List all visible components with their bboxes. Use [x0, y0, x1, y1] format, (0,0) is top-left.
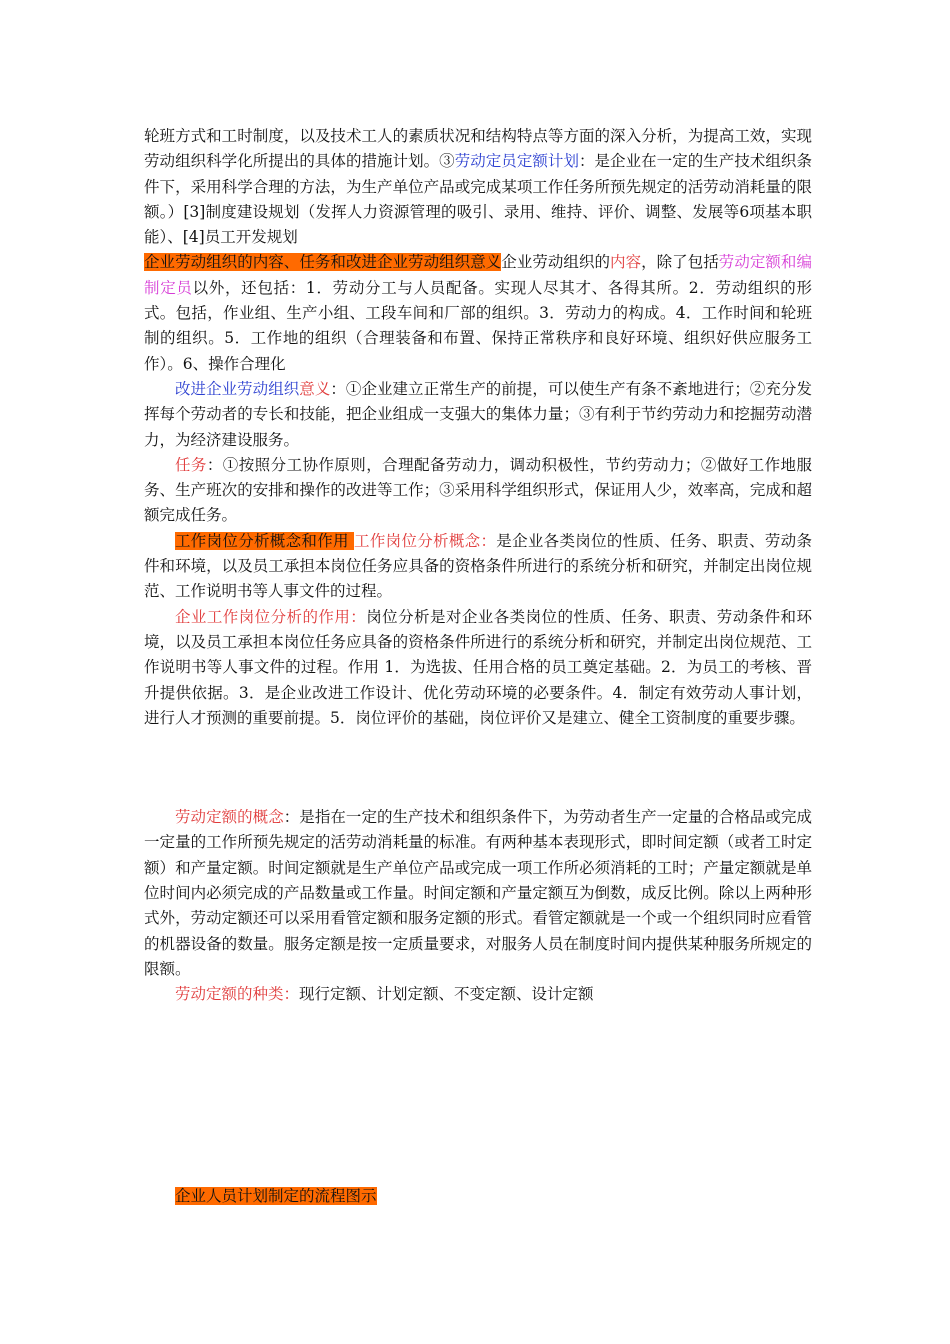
paragraph-labor-quota-concept	[144, 805, 812, 982]
paragraph-labor-organization	[144, 250, 812, 376]
text: 轮班方式和工时制度，以及技术工人的素质状况和结构特点等方面的深入分析，为提高工效，实现劳动组织科学化所提出的具体的措施计划。③	[144, 127, 812, 171]
document-body	[144, 124, 812, 1209]
term-job-analysis-concept: 工作岗位分析概念：	[354, 531, 497, 550]
spacer	[144, 731, 812, 805]
term-job-analysis-role: 企业工作岗位分析的作用：	[175, 607, 367, 626]
paragraph-improvement-significance	[144, 377, 812, 453]
paragraph-tasks	[144, 453, 812, 529]
highlighted-heading: 工作岗位分析概念和作用	[175, 531, 355, 550]
paragraph-staffing-flowchart-heading	[144, 1184, 812, 1209]
text: 以外，还包括：1．劳动分工与人员配备。实现人尽其才、各得其所。2．劳动组织的形式。包括，作业组、生产小组、工段车间和厂部的组织。3．劳动力的构成。4．工作时间和轮班制的组织。5．工作地的组织（合理装备和布置、保持正常秩序和良好环境、组织好供应服务工作）。6、操作合理化	[144, 278, 812, 373]
text: ：是指在一定的生产技术和组织条件下，为劳动者生产一定量的合格品或完成一定量的工作所预先规定的活劳动消耗量的标准。有两种基本表现形式，即时间定额（或者工时定额）和产量定额。时间定额就是生产单位产品或完成一项工作所必须消耗的工时；产量定额就是单位时间内必须完成的产品数量或工作量。时间定额和产量定额互为倒数，成反比例。除以上两种形式外，劳动定额还可以采用看管定额和服务定额的形式。看管定额就是一个或一个组织同时应看管的机器设备的数量。服务定额是按一定质量要求，对服务人员在制度时间内提供某种服务所规定的限额。	[144, 808, 812, 978]
highlighted-heading: 企业劳动组织的内容、任务和改进企业劳动组织意义	[144, 253, 502, 272]
term-content: 内容	[610, 253, 642, 272]
paragraph-job-analysis-concept	[144, 529, 812, 605]
term-tasks: 任务	[175, 455, 207, 474]
highlighted-heading: 企业人员计划制定的流程图示	[175, 1186, 377, 1205]
term-quota-staffing: 劳动定额和编制定员	[144, 253, 812, 297]
term-significance: 意义	[299, 379, 331, 398]
text: ：①企业建立正常生产的前提，可以使生产有条不紊地进行；②充分发挥每个劳动者的专长和技能，把企业组成一支强大的集体力量；③有利于节约劳动力和挖掘劳动潜力，为经济建设服务。	[144, 379, 812, 449]
text: ：①按照分工协作原则，合理配备劳动力，调动积极性，节约劳动力；②做好工作地服务、生产班次的安排和操作的改进等工作；③采用科学组织形式，保证用人少，效率高，完成和超额完成任务。	[144, 455, 812, 525]
text: 岗位分析是对企业各类岗位的性质、任务、职责、劳动条件和环境，以及员工承担本岗位任务应具备的资格条件所进行的系统分析和研究，并制定出岗位规范、工作说明书等人事文件的过程。作用 1．为选拔、任用合格的员工奠定基础。2．为员工的考核、晋升提供依据。3．是企业改进工作设计、优化劳动环境的必要条件。4．制定有效劳动人事计划，进行人才预测的重要前提。5．岗位评价的基础，岗位评价又是建立、健全工资制度的重要步骤。	[144, 607, 812, 727]
term-improve-organization: 改进企业劳动组织	[175, 379, 300, 398]
paragraph-labor-plan	[144, 124, 812, 250]
spacer	[144, 1008, 812, 1184]
term-labor-quota-plan: 劳动定员定额计划	[454, 152, 579, 171]
paragraph-labor-quota-types	[144, 982, 812, 1007]
text: 是企业各类岗位的性质、任务、职责、劳动条件和环境，以及员工承担本岗位任务应具备的资格条件所进行的系统分析和研究，并制定出岗位规范、工作说明书等人事文件的过程。	[144, 531, 812, 601]
paragraph-job-analysis-role	[144, 605, 812, 731]
text: 企业劳动组织的	[501, 253, 611, 272]
term-labor-quota-concept: 劳动定额的概念	[175, 808, 284, 827]
term-labor-quota-types: 劳动定额的种类：	[175, 985, 300, 1004]
text: ：是企业在一定的生产技术组织条件下，采用科学合理的方法，为生产单位产品或完成某项工作任务所预先规定的活劳动消耗量的限额。）[3]制度建设规划（发挥人力资源管理的吸引、录用、维持、评价、调整、发展等6项基本职能）、[4]员工开发规划	[144, 152, 812, 247]
text: 现行定额、计划定额、不变定额、设计定额	[299, 985, 594, 1004]
text: ，除了包括	[641, 253, 719, 272]
